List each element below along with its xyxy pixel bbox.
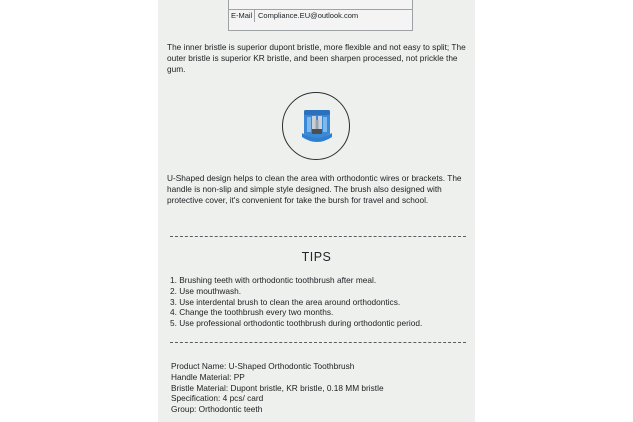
email-value: Compliance.EU@outlook.com bbox=[258, 11, 359, 20]
spec-product-name: Product Name: U-Shaped Orthodontic Toothbrush bbox=[171, 361, 355, 371]
tip-item: 2. Use mouthwash. bbox=[170, 285, 242, 296]
contact-table bbox=[228, 0, 413, 31]
email-row bbox=[229, 9, 412, 22]
spec-handle-material: Handle Material: PP bbox=[171, 371, 245, 382]
tip-item: 1. Brushing teeth with orthodontic toothbrush after meal. bbox=[170, 275, 377, 285]
tip-item: 3. Use interdental brush to clean the area around orthodontics. bbox=[170, 296, 401, 307]
product-card bbox=[158, 0, 475, 422]
divider-bottom bbox=[170, 342, 466, 343]
tips-title: TIPS bbox=[301, 250, 332, 264]
spec-group: Group: Orthodontic teeth bbox=[171, 404, 263, 415]
product-specs bbox=[171, 361, 384, 415]
tip-item: 5. Use professional orthodontic toothbrush during orthodontic period. bbox=[170, 318, 423, 329]
divider-top bbox=[170, 236, 466, 237]
tip-item: 4. Change the toothbrush every two months. bbox=[170, 307, 334, 318]
spec-bristle-material: Bristle Material: Dupont bristle, KR bristle, 0.18 MM bristle bbox=[171, 382, 384, 393]
toothbrush-head-icon bbox=[282, 92, 350, 160]
design-description: U-Shaped design helps to clean the area with orthodontic wires or brackets. The handle is non-slip and simple style designed. The brush also designed with protective cover, it's convenient for take the bursh for travel and school. bbox=[167, 173, 462, 206]
email-label: E-Mail bbox=[229, 10, 255, 22]
spec-specification: Specification: 4 pcs/ card bbox=[171, 393, 264, 404]
tips-list bbox=[170, 275, 422, 329]
bristle-description: The inner bristle is superior dupont bristle, more flexible and not easy to split; The outer bristle is superior KR bristle, and been sharpen processed, not prickle the gum. bbox=[167, 42, 466, 75]
